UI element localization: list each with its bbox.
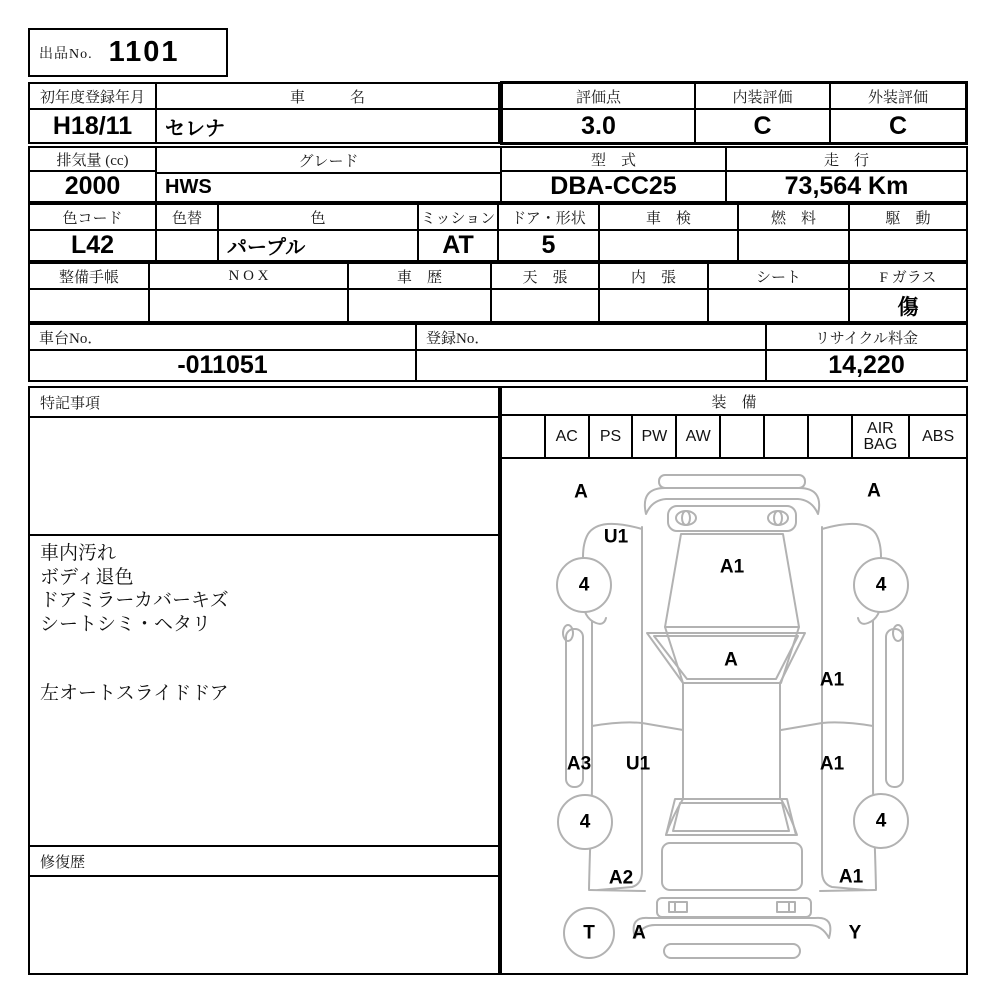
field-history bbox=[349, 264, 492, 321]
headlight-right-icon bbox=[768, 511, 788, 525]
field-model-code bbox=[502, 148, 727, 201]
equipment-cell-ac: AC bbox=[546, 416, 590, 457]
equipment-cell-air-bag: AIR BAG bbox=[853, 416, 911, 457]
field-value bbox=[600, 231, 737, 260]
damage-code-label: A1 bbox=[819, 669, 845, 691]
notes-line: 左オートスライドドア bbox=[40, 683, 229, 704]
field-value bbox=[739, 231, 848, 260]
field-value bbox=[417, 351, 765, 380]
field-value: 5 bbox=[541, 231, 556, 259]
field-label: 内 張 bbox=[600, 264, 707, 290]
equipment-cell-abs: ABS bbox=[922, 427, 955, 445]
field-value: H18/11 bbox=[52, 111, 133, 140]
field-registration-no bbox=[417, 325, 767, 380]
rear-window bbox=[666, 799, 796, 835]
field-value: 73,564 Km bbox=[784, 172, 909, 200]
equipment-cell-empty bbox=[502, 416, 546, 457]
rear-hatch bbox=[662, 843, 802, 890]
roof bbox=[683, 683, 780, 799]
field-interior-grade bbox=[696, 84, 831, 142]
field-inspection bbox=[600, 205, 739, 260]
left-door-seam bbox=[592, 722, 683, 730]
rear-bumper bbox=[634, 918, 831, 938]
field-mileage bbox=[727, 148, 966, 201]
field-value bbox=[349, 290, 490, 321]
field-label: 車台No． bbox=[30, 325, 415, 351]
field-label: 色コード bbox=[30, 205, 155, 231]
equipment-header: 装 備 bbox=[502, 388, 966, 416]
field-value: DBA-CC25 bbox=[550, 172, 677, 200]
notes-line: ドアミラーカバーキズ bbox=[40, 590, 229, 611]
damage-code-label: T bbox=[583, 922, 595, 944]
damage-code-label: A bbox=[632, 922, 646, 944]
front-cowl bbox=[645, 488, 819, 514]
equipment-cell-pw: PW bbox=[633, 416, 677, 457]
row-color-transmission bbox=[28, 203, 968, 262]
notes-line: 車内汚れ bbox=[40, 543, 117, 564]
damage-code-label: A bbox=[574, 481, 588, 503]
field-label: 車 歴 bbox=[349, 264, 490, 290]
field-value bbox=[850, 231, 966, 260]
field-label: 車 名 bbox=[157, 84, 498, 110]
field-value bbox=[600, 290, 707, 321]
damage-code-label: 4 bbox=[578, 574, 590, 596]
equipment-row bbox=[502, 416, 966, 459]
notes-empty-area bbox=[30, 418, 498, 536]
field-headliner bbox=[492, 264, 600, 321]
field-label: F ガラス bbox=[850, 264, 966, 290]
field-transmission bbox=[419, 205, 499, 260]
notes-line: シートシミ・ヘタリ bbox=[40, 613, 212, 635]
field-recycle-fee bbox=[767, 325, 966, 380]
notes-header: 特記事項 bbox=[30, 388, 498, 418]
field-value: 14,220 bbox=[828, 351, 905, 379]
row-service-interior bbox=[28, 262, 968, 323]
field-chassis-no bbox=[30, 325, 417, 380]
field-color-code bbox=[30, 205, 157, 260]
damage-code-label: A1 bbox=[819, 753, 845, 775]
field-label: 色 bbox=[219, 205, 417, 231]
notes-line: ボディ退色 bbox=[40, 566, 134, 588]
field-value bbox=[30, 290, 148, 321]
field-nox bbox=[150, 264, 349, 321]
notes-list bbox=[30, 536, 498, 712]
notes-panel bbox=[28, 386, 500, 975]
row-registration-name bbox=[28, 82, 500, 144]
field-auction-score bbox=[503, 84, 696, 142]
field-label: 初年度登録年月 bbox=[30, 84, 155, 110]
field-value bbox=[709, 290, 848, 321]
damage-code-label: 4 bbox=[875, 574, 887, 596]
field-label: ミッション bbox=[419, 205, 497, 231]
damage-code-label: 4 bbox=[579, 811, 591, 833]
damage-code-label: A2 bbox=[608, 867, 634, 889]
equipment-cell-empty bbox=[765, 416, 809, 457]
field-value bbox=[150, 290, 347, 321]
damage-code-label: A1 bbox=[838, 866, 864, 888]
taillight-right-icon bbox=[777, 902, 795, 912]
damage-code-label: U1 bbox=[625, 753, 651, 775]
field-value: パープル bbox=[227, 237, 306, 259]
field-grade bbox=[157, 148, 502, 201]
field-value: C bbox=[888, 111, 908, 140]
field-label: 内装評価 bbox=[696, 84, 829, 110]
field-label: ドア・形状 bbox=[499, 205, 598, 231]
field-value: HWS bbox=[165, 176, 212, 198]
car-damage-diagram bbox=[502, 459, 966, 973]
damage-code-label: 4 bbox=[875, 810, 887, 832]
field-label: 外装評価 bbox=[831, 84, 965, 110]
field-drive bbox=[850, 205, 966, 260]
field-label: 車 検 bbox=[600, 205, 737, 231]
lot-number: 1101 bbox=[108, 36, 180, 68]
field-label: 整備手帳 bbox=[30, 264, 148, 290]
front-bumper-bar bbox=[659, 475, 805, 488]
field-label: グレード bbox=[157, 148, 500, 174]
field-label: 型 式 bbox=[502, 148, 725, 172]
field-value bbox=[492, 290, 598, 321]
field-value: 傷 bbox=[897, 295, 919, 319]
row-displacement-grade-model bbox=[28, 146, 968, 203]
damage-code-label: A3 bbox=[566, 753, 592, 775]
field-fuel bbox=[739, 205, 850, 260]
lot-label: 出品No. bbox=[39, 46, 93, 62]
damage-code-label: U1 bbox=[603, 526, 629, 548]
right-door-seam bbox=[781, 722, 873, 730]
damage-code-label: A1 bbox=[719, 556, 745, 578]
field-label: 天 張 bbox=[492, 264, 598, 290]
field-doors bbox=[499, 205, 600, 260]
field-front-glass bbox=[850, 264, 966, 321]
field-value: -011051 bbox=[177, 351, 268, 379]
damage-code-label: A bbox=[867, 480, 881, 502]
damage-code-label: Y bbox=[848, 922, 862, 944]
hood bbox=[665, 534, 799, 627]
field-first-registration bbox=[30, 84, 157, 142]
damage-code-label: A bbox=[724, 649, 738, 671]
field-label: リサイクル料金 bbox=[767, 325, 966, 351]
field-label: 評価点 bbox=[503, 84, 694, 110]
field-value: 3.0 bbox=[581, 111, 616, 140]
damage-labels bbox=[567, 481, 887, 944]
field-value: C bbox=[753, 111, 772, 140]
field-color bbox=[219, 205, 419, 260]
field-value: セレナ bbox=[165, 117, 225, 140]
field-value: 2000 bbox=[64, 172, 121, 200]
field-label: 排気量 (cc) bbox=[30, 148, 155, 172]
field-value: AT bbox=[442, 231, 474, 259]
field-value bbox=[157, 231, 217, 260]
field-label: 色替 bbox=[157, 205, 217, 231]
right-sill-strip bbox=[886, 629, 903, 787]
headlight-left-icon bbox=[676, 511, 696, 525]
rear-bumper-bar bbox=[664, 944, 800, 958]
field-exterior-grade bbox=[831, 84, 965, 142]
field-label: 登録No． bbox=[417, 325, 765, 351]
equipment-cell-ps: PS bbox=[590, 416, 634, 457]
equipment-panel bbox=[500, 386, 968, 975]
row-grades bbox=[500, 81, 968, 145]
row-chassis-recycle bbox=[28, 323, 968, 382]
taillight-bar bbox=[657, 898, 811, 917]
equipment-cell-aw: AW bbox=[677, 416, 721, 457]
field-label: 燃 料 bbox=[739, 205, 848, 231]
repair-history-header: 修復歴 bbox=[28, 845, 500, 877]
field-label: 走 行 bbox=[727, 148, 966, 172]
field-seat bbox=[709, 264, 850, 321]
headlight-bar bbox=[668, 506, 796, 531]
field-label: 駆 動 bbox=[850, 205, 966, 231]
field-value: L42 bbox=[70, 231, 115, 259]
field-label: シート bbox=[709, 264, 848, 290]
equipment-cell-empty bbox=[809, 416, 853, 457]
field-color-change bbox=[157, 205, 219, 260]
field-displacement bbox=[30, 148, 157, 201]
field-service-book bbox=[30, 264, 150, 321]
field-door-trim bbox=[600, 264, 709, 321]
taillight-left-icon bbox=[669, 902, 687, 912]
lot-number-box bbox=[28, 28, 228, 77]
field-label: N O X bbox=[150, 264, 347, 290]
field-car-name bbox=[157, 84, 498, 142]
equipment-cell-empty bbox=[721, 416, 765, 457]
